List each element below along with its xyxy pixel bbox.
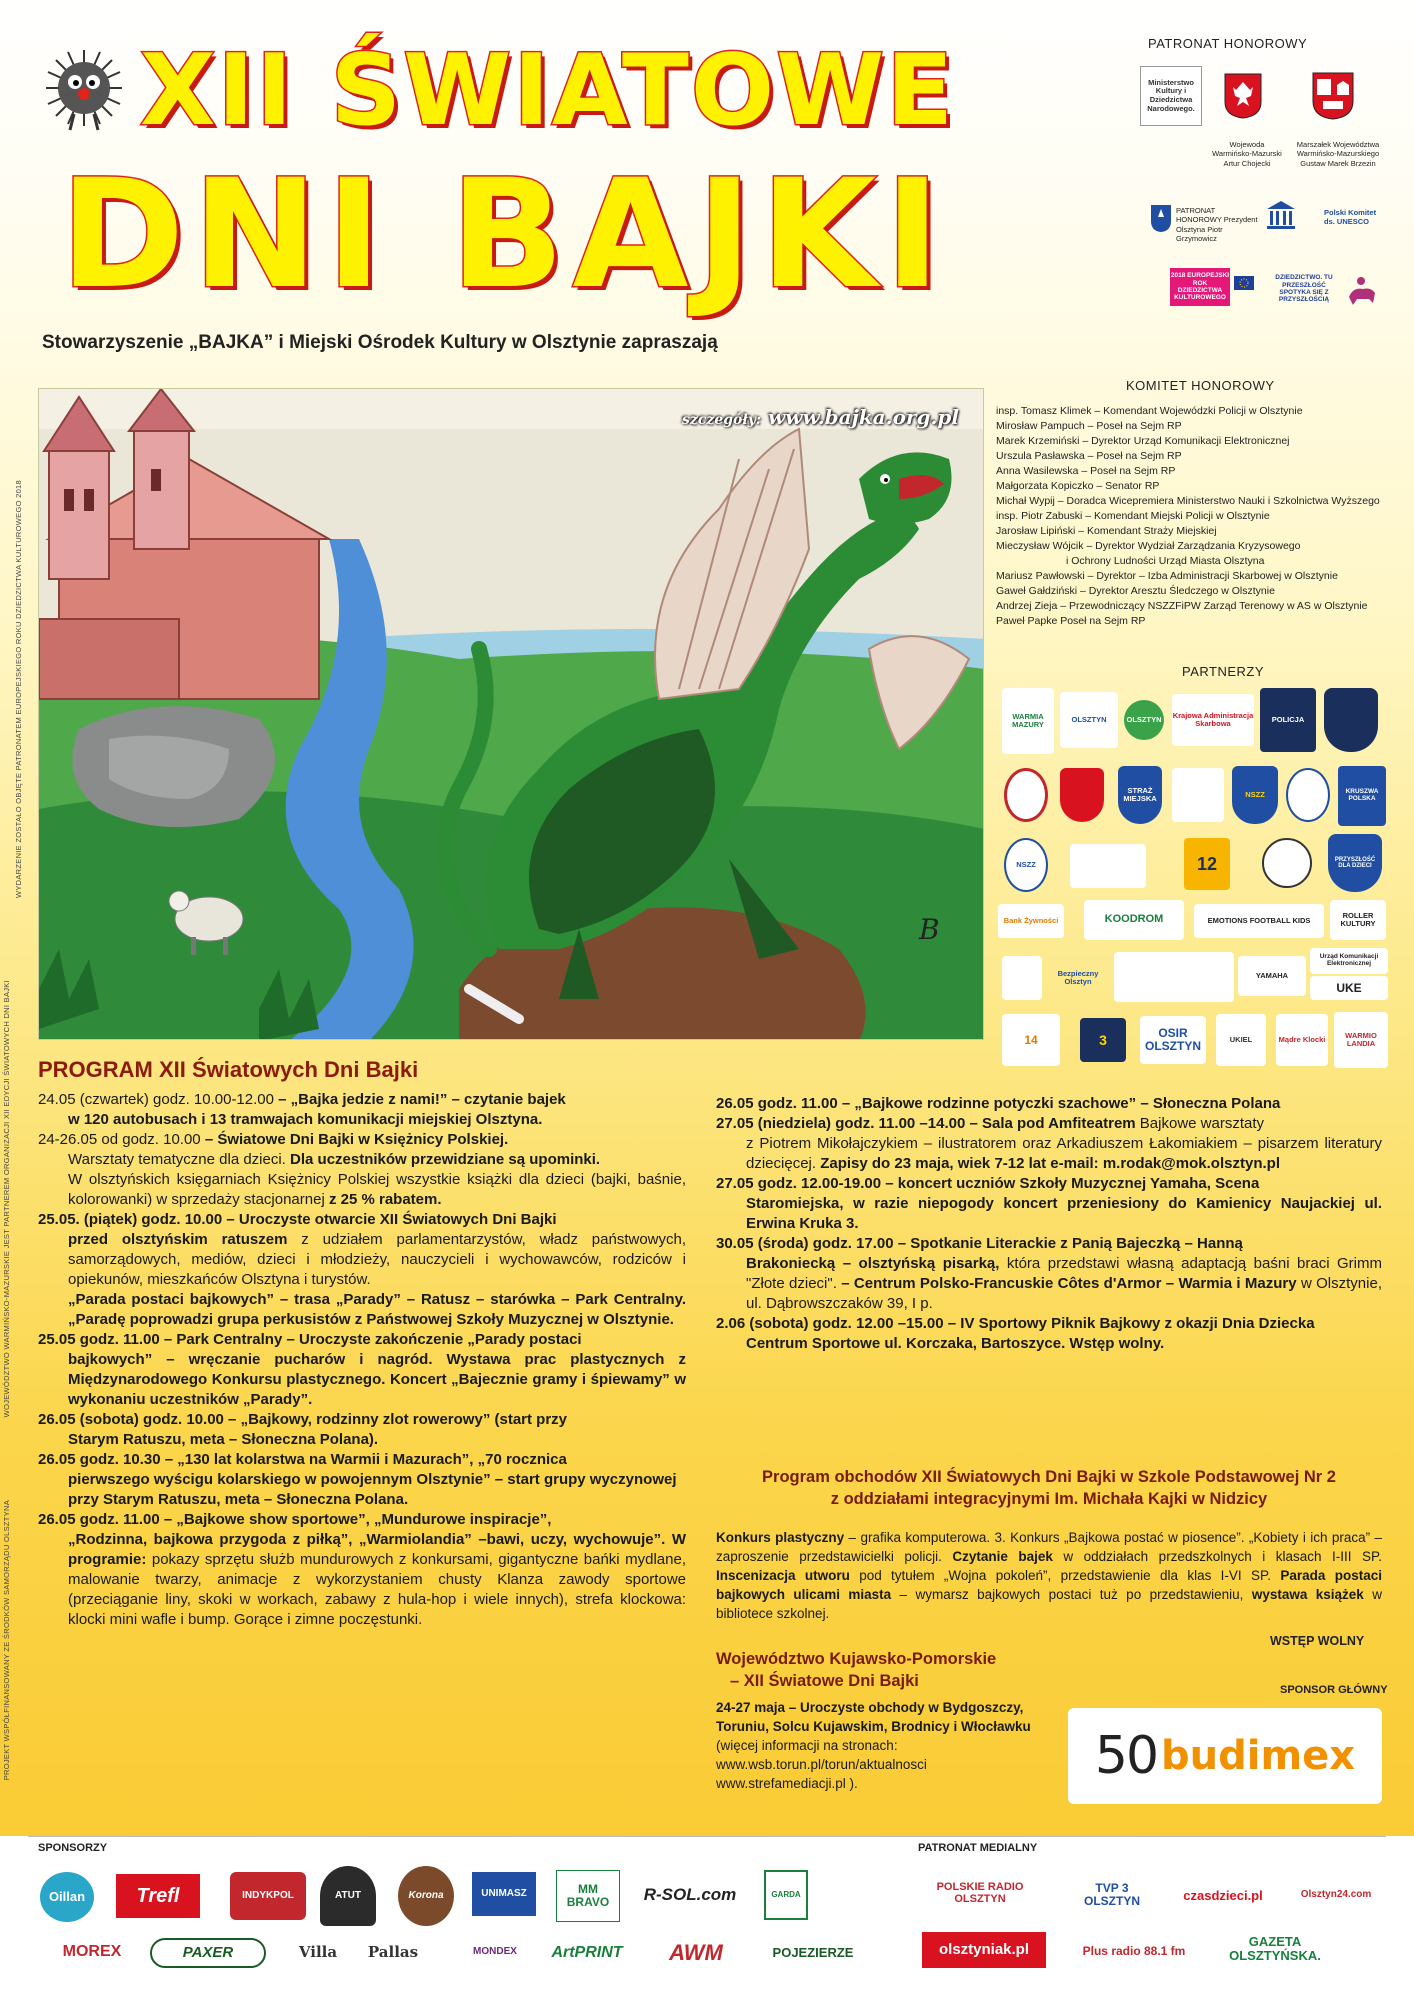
- sponsor-logo: AWM: [669, 1940, 723, 1966]
- partners-grid: [994, 686, 1394, 1066]
- patronat-logos: [1140, 66, 1390, 346]
- program-entry-cont: „Parada postaci bajkowych” – trasa „Parady” – Ratusz – starówka – Park Centralny. „Paradę poprowadzi grupa perkusistów z Państwowej Szkoły Muzycznej w Olsztynie.: [68, 1291, 686, 1328]
- rider-figure-icon: [1342, 270, 1382, 310]
- sponsor-logo: MM BRAVO: [556, 1870, 620, 1922]
- partner-logo: [1262, 838, 1312, 888]
- committee-list: [996, 404, 1396, 629]
- prezydent-caption: PATRONAT HONOROWY Prezydent Olsztyna Piotr Grzymowicz: [1176, 206, 1258, 244]
- organizers-line: Stowarzyszenie „BAJKA” i Miejski Ośrodek Kultury w Olsztynie zapraszają: [42, 332, 718, 353]
- committee-member: Mirosław Pampuch – Poseł na Sejm RP: [996, 420, 1182, 432]
- kujawsko-body: [716, 1698, 1056, 1793]
- program-entry: 26.05 godz. 10.30 – „130 lat kolarstwa na Warmii i Mazurach”, „70 rocznica: [38, 1451, 567, 1468]
- media-logo: TVP 3 OLSZTYN: [1084, 1881, 1140, 1908]
- side-credit-2: WOJEWÓDZTWO WARMIŃSKO-MAZURSKIE JEST PARTNEREM ORGANIZACJI XII EDYCJI ŚWIATOWYCH DNI BAJKI: [2, 980, 11, 1418]
- committee-member: Mariusz Pawłowski – Dyrektor – Izba Administracji Skarbowej w Olsztynie: [996, 570, 1338, 582]
- sp2-body: Konkurs plastyczny – grafika komputerowa. 3. Konkurs „Bajkowa postać w piosence”. „Kobiety i ich praca” – zaproszenie przedstawicielki policji. Czytanie bajek w oddziałach przedszkolnych i klasach I-III SP. Inscenizacja utworu pod tytułem „Wojna pokoleń”, przedstawienie dla klas I-VI SP. Parada postaci bajkowych ulicami miasta – wymarsz bajkowych postaci tuż po przedstawieniu, wystawa książek w bibliotece szkolnej.: [716, 1530, 1383, 1621]
- program-entry: 27.05 godz. 12.00-19.00 – koncert uczniów Szkoły Muzycznej Yamaha, Scena: [716, 1175, 1260, 1192]
- media-patronage-heading: PATRONAT MEDIALNY: [918, 1842, 1038, 1854]
- program-right-column: [716, 1094, 1382, 1354]
- dziedzictwo-logo: DZIEDZICTWO. TU PRZESZŁOŚĆ SPOTYKA SIĘ Z PRZYSZŁOŚCIĄ: [1275, 274, 1333, 304]
- painting-signature: B: [919, 913, 940, 946]
- details-url[interactable]: [682, 405, 959, 429]
- sponsor-logo: ArtPRINT: [551, 1943, 623, 1961]
- partner-logo: YAMAHA: [1238, 956, 1306, 996]
- eu-flag-icon: [1234, 276, 1254, 290]
- sponsor-logo: UNIMASZ: [472, 1872, 536, 1916]
- program-entry-cont: Starym Ratuszu, meta – Słoneczna Polana).: [68, 1431, 379, 1448]
- kujawsko-heading: [716, 1648, 996, 1692]
- program-entry: 2.06 (sobota) godz. 12.00 –15.00 – IV Sportowy Piknik Bajkowy z okazji Dnia Dziecka: [716, 1315, 1315, 1332]
- sponsor-logo: ATUT: [320, 1866, 376, 1926]
- sponsor-logo: GARDA: [764, 1870, 808, 1920]
- partner-logo: WARMIA MAZURY: [1002, 688, 1054, 754]
- partner-logo: Mądre Klocki: [1276, 1014, 1328, 1066]
- partner-logo: 14: [1002, 1014, 1060, 1066]
- program-left-column: [38, 1090, 686, 1630]
- kujawsko-link[interactable]: www.strefamediacji.pl ).: [716, 1776, 858, 1791]
- media-logo: olsztyniak.pl: [922, 1932, 1046, 1968]
- committee-member: Anna Wasilewska – Poseł na Sejm RP: [996, 465, 1176, 477]
- partner-logo: Bezpieczny Olsztyn: [1057, 969, 1099, 986]
- committee-member: Marek Krzemiński – Dyrektor Urząd Komunikacji Elektronicznej: [996, 435, 1290, 447]
- sponsor-logo: R-SOL.com: [643, 1885, 737, 1905]
- unesco-temple-icon: [1264, 196, 1298, 236]
- program-entry-cont: bajkowych” – wręczanie pucharów i nagród. Wystawa prac plastycznych z Międzynarodowego Konkursu plastycznego. Koncert „Bajecznie gramy i śpiewamy” w wykonaniu uczestników „Parady”.: [68, 1351, 686, 1408]
- partner-logo: OLSZTYN: [1124, 700, 1164, 740]
- program-entry: 27.05 (niedziela) godz. 11.00 –14.00 – Sala pod Amfiteatrem Bajkowe warsztaty: [716, 1115, 1265, 1132]
- program-entry: 24.05 (czwartek) godz. 10.00-12.00 – „Bajka jedzie z nami!” – czytanie bajek: [38, 1091, 566, 1108]
- side-credit-1: PROJEKT WSPÓŁFINANSOWANY ZE ŚRODKÓW SAMORZĄDU OLSZTYNA: [2, 1500, 11, 1781]
- media-logo: GAZETA OLSZTYŃSKA.: [1229, 1934, 1321, 1963]
- partner-logo: POLICJA: [1260, 688, 1316, 752]
- partner-logo: UKIEL: [1216, 1014, 1266, 1066]
- program-entry: 25.05. (piątek) godz. 10.00 – Uroczyste otwarcie XII Światowych Dni Bajki: [38, 1211, 557, 1228]
- partner-logo: Urząd Komunikacji Elektronicznej: [1310, 948, 1388, 974]
- media-logo: czasdzieci.pl: [1183, 1888, 1263, 1904]
- sponsor-logo: Pallas: [367, 1943, 419, 1962]
- partner-logo: KOODROM: [1084, 900, 1184, 940]
- partner-logo: Krajowa Administracja Skarbowa: [1172, 694, 1254, 746]
- partner-running-icon: [1114, 952, 1234, 1002]
- partner-logo: STRAŻ MIEJSKA: [1118, 766, 1162, 824]
- kujawsko-link[interactable]: www.wsb.torun.pl/torun/aktualnosci: [716, 1757, 927, 1772]
- program-entry-cont: Centrum Sportowe ul. Korczaka, Bartoszyce. Wstęp wolny.: [746, 1335, 1165, 1352]
- budimex-name: budimex: [1161, 1733, 1356, 1779]
- partner-logo: OLSZTYN: [1060, 692, 1118, 748]
- kujawsko-line: 24-27 maja – Uroczyste obchody w Bydgoszczy,: [716, 1700, 1024, 1715]
- program-entry-cont: przed olsztyńskim ratuszem z udziałem parlamentarzystów, władz państwowych, samorządowych, mediów, dzieci i młodzieży, nauczycieli i wychowawców, rodziców i opiekunów, mieszkańców Olsztyna i turystów.: [68, 1231, 687, 1288]
- program-entry-cont: „Rodzinna, bajkowa przygoda z piłką”, „Warmiolandia” –bawi, uczy, wychowuje”. W programie: pokazy sprzętu służb mundurowych z konkursami, gigantyczne bańki mydlane, malowanie twarzy, animacje z wykorzystaniem chusty Klanza zawody sportowe (przeciąganie liny, skoki w workach, zabawy z hula-hop i wiele innych), strefa klockowa: klocki mini wafle i bump. Gorące i zimne poczęstunki.: [68, 1531, 686, 1628]
- program-entry-cont: Brakoniecką – olsztyńską pisarką, która przedstawi własną adaptacją baśni braci Grimm "Złote dzieci". – Centrum Polsko-Francuskie Côtes d'Armor – Warmia i Mazury w Olsztynie, ul. Dąbrowszczaków 39, I p.: [746, 1255, 1382, 1312]
- partners-heading: PARTNERZY: [1182, 664, 1265, 679]
- sp2-heading: [716, 1466, 1382, 1510]
- olsztyn-crest-icon: [1148, 202, 1174, 234]
- sponsor-logo: INDYKPOL: [230, 1872, 306, 1920]
- partner-logo: Bank Żywności: [998, 904, 1064, 938]
- side-credits-2: [14, 420, 28, 1980]
- poster-title-line2: DNI BAJKI: [60, 148, 949, 322]
- sponsor-logo: PAXER: [150, 1938, 266, 1968]
- main-sponsor-heading: SPONSOR GŁÓWNY: [1280, 1684, 1388, 1696]
- committee-member: Gaweł Gałdziński – Dyrektor Aresztu Śledczego w Olsztynie: [996, 585, 1275, 597]
- kujawsko-heading-line1: Województwo Kujawsko-Pomorskie: [716, 1650, 997, 1668]
- program-entry: 30.05 (środa) godz. 17.00 – Spotkanie Literackie z Panią Bajeczką – Hanną: [716, 1235, 1243, 1252]
- media-logo: POLSKIE RADIO OLSZTYN: [936, 1881, 1024, 1905]
- partner-logo: EMOTIONS FOOTBALL KIDS: [1194, 904, 1324, 938]
- sponsor-logo: MONDEX: [473, 1945, 517, 1957]
- program-entry-cont: Warsztaty tematyczne dla dzieci. Dla uczestników przewidziane są upominki.: [68, 1151, 601, 1168]
- committee-member: Paweł Papke Poseł na Sejm RP: [996, 615, 1146, 627]
- dragon-painting: [38, 388, 984, 1040]
- program-entry: 26.05 godz. 11.00 – „Bajkowe show sportowe”, „Mundurowe inspiracje”,: [38, 1511, 552, 1528]
- eagle-emblem-icon: [1220, 68, 1266, 124]
- kujawsko-line: Toruniu, Solcu Kujawskim, Brodnicy i Włocławku: [716, 1719, 1031, 1734]
- sponsors-heading: SPONSORZY: [38, 1842, 108, 1854]
- partner-logo: ROLLER KULTURY: [1330, 900, 1386, 940]
- patronat-heading: PATRONAT HONOROWY: [1148, 36, 1308, 51]
- partner-star-icon: [1172, 768, 1224, 822]
- committee-heading: KOMITET HONOROWY: [1126, 378, 1275, 393]
- partner-fire-icon: [1060, 768, 1104, 822]
- program-entry: 26.05 (sobota) godz. 10.00 – „Bajkowy, rodzinny zlot rowerowy” (start przy: [38, 1411, 568, 1428]
- partner-logo: OSIR OLSZTYN: [1140, 1016, 1206, 1064]
- partner-logo: KRUSZWA POLSKA: [1338, 766, 1386, 826]
- partner-logo: [1286, 768, 1330, 822]
- partner-logo: 12: [1184, 838, 1230, 890]
- footer-background: [0, 1836, 1414, 2000]
- mascot-illustration: [38, 42, 130, 134]
- sponsor-logo: Trefl: [116, 1874, 200, 1918]
- sponsor-logo: POJEZIERZE: [772, 1945, 854, 1961]
- media-logo: Olsztyn24.com: [1300, 1888, 1372, 1900]
- kujawsko-line: (więcej informacji na stronach:: [716, 1738, 898, 1753]
- partner-logo: NSZZ: [1232, 766, 1278, 824]
- program-entry-cont: W olsztyńskich księgarniach Księżnicy Polskiej wszystkie książki dla dzieci (bajki, baśnie, kolorowanki) w sprzedaży stacjonarnej z 25 % rabatem.: [68, 1171, 686, 1208]
- partner-shield-icon: [1324, 688, 1378, 752]
- program-title: PROGRAM XII Światowych Dni Bajki: [38, 1057, 419, 1082]
- budimex-50: 50: [1094, 1726, 1158, 1786]
- voivodeship-crest-icon: [1308, 68, 1358, 124]
- partner-logo: NSZZ: [1004, 838, 1048, 892]
- program-entry-cont: z Piotrem Mikołajczykiem – ilustratorem oraz Arkadiuszem Łakomiakiem – pisarzem literatury dziecięcej. Zapisy do 23 maja, wiek 7-12 lat e-mail: m.rodak@mok.olsztyn.pl: [746, 1135, 1382, 1172]
- poster-title-line1: XII ŚWIATOWE: [140, 34, 956, 148]
- partner-logo: UKE: [1310, 976, 1388, 1000]
- erdk-logo: 2018 EUROPEJSKI ROK DZIEDZICTWA KULTUROWEGO: [1170, 268, 1230, 306]
- footer-divider: [28, 1836, 1386, 1837]
- sp2-heading-line1: Program obchodów XII Światowych Dni Bajki w Szkole Podstawowej Nr 2: [762, 1468, 1336, 1486]
- sp2-heading-line2: z oddziałami integracyjnymi Im. Michała Kajki w Nidzicy: [830, 1490, 1268, 1508]
- program-entry: 25.05 godz. 11.00 – Park Centralny – Uroczyste zakończenie „Parady postaci: [38, 1331, 582, 1348]
- committee-member: i Ochrony Ludności Urząd Miasta Olsztyna: [1066, 555, 1265, 567]
- partner-badge-icon: [1004, 768, 1048, 822]
- program-entry-cont: w 120 autobusach i 13 tramwajach komunikacji miejskiej Olsztyna.: [68, 1111, 543, 1128]
- marszalek-caption: Marszałek Województwa Warmińsko-Mazurskiego Gustaw Marek Brzezin: [1296, 140, 1380, 168]
- free-entry-label: WSTĘP WOLNY: [1270, 1634, 1365, 1648]
- partner-logo: WARMIO LANDIA: [1334, 1012, 1388, 1068]
- partner-ship-icon: [1070, 844, 1146, 888]
- partner-logo: 3: [1080, 1018, 1126, 1062]
- details-label: szczegóły:: [682, 412, 762, 428]
- budimex-logo: [1068, 1708, 1382, 1804]
- committee-member: insp. Piotr Zabuski – Komendant Miejski Policji w Olsztynie: [996, 510, 1270, 522]
- program-entry-cont: pierwszego wyścigu kolarskiego w powojennym Olsztynie” – start grupy wyczynowej przy Starym Ratuszu, meta – Słoneczna Polana.: [68, 1471, 677, 1508]
- committee-member: Michał Wypij – Doradca Wicepremiera Ministerstwo Nauki i Szkolnictwa Wyższego: [996, 495, 1380, 507]
- program-entry: 24-26.05 od godz. 10.00 – Światowe Dni Bajki w Księżnicy Polskiej.: [38, 1131, 509, 1148]
- partner-logo: [1002, 956, 1042, 1000]
- committee-member: Urszula Pasławska – Poseł na Sejm RP: [996, 450, 1182, 462]
- committee-member: Małgorzata Kopiczko – Senator RP: [996, 480, 1160, 492]
- committee-member: Jarosław Lipiński – Komendant Straży Miejskiej: [996, 525, 1217, 537]
- ministry-logo: Ministerstwo Kultury i Dziedzictwa Narodowego.: [1140, 66, 1202, 126]
- program-entry-cont: Staromiejska, w razie niepogody koncert przeniesiony do Kamienicy Naujackiej ul. Erwina Kruka 3.: [746, 1195, 1382, 1232]
- media-logo: Plus radio 88.1 fm: [1082, 1943, 1186, 1958]
- sponsor-logo: MOREX: [62, 1942, 122, 1960]
- committee-member: Mieczysław Wójcik – Dyrektor Wydział Zarządzania Kryzysowego: [996, 540, 1301, 552]
- unesco-caption: Polski Komitet ds. UNESCO: [1324, 208, 1377, 227]
- sponsor-logo: Villa: [298, 1943, 338, 1962]
- kujawsko-heading-line2: – XII Światowe Dni Bajki: [730, 1672, 919, 1690]
- sponsor-logo: Oillan: [40, 1872, 94, 1922]
- sponsor-logo: Korona: [398, 1866, 454, 1926]
- side-credit-3: WYDARZENIE ZOSTAŁO OBJĘTE PATRONATEM EUROPEJSKIEGO ROKU DZIEDZICTWA KULTUROWEGO 2018: [14, 480, 23, 899]
- program-entry: 26.05 godz. 11.00 – „Bajkowe rodzinne potyczki szachowe” – Słoneczna Polana: [716, 1095, 1281, 1112]
- committee-member: insp. Tomasz Klimek – Komendant Wojewódzki Policji w Olsztynie: [996, 405, 1303, 417]
- details-url-text[interactable]: www.bajka.org.pl: [768, 405, 959, 429]
- wojewoda-caption: Wojewoda Warmińsko-Mazurski Artur Chojecki: [1212, 140, 1282, 168]
- committee-member: Andrzej Zieja – Przewodniczący NSZZFiPW Zarząd Terenowy w AS w Olsztynie: [996, 600, 1368, 612]
- partner-logo: PRZYSZŁOŚĆ DLA DZIECI: [1328, 834, 1382, 892]
